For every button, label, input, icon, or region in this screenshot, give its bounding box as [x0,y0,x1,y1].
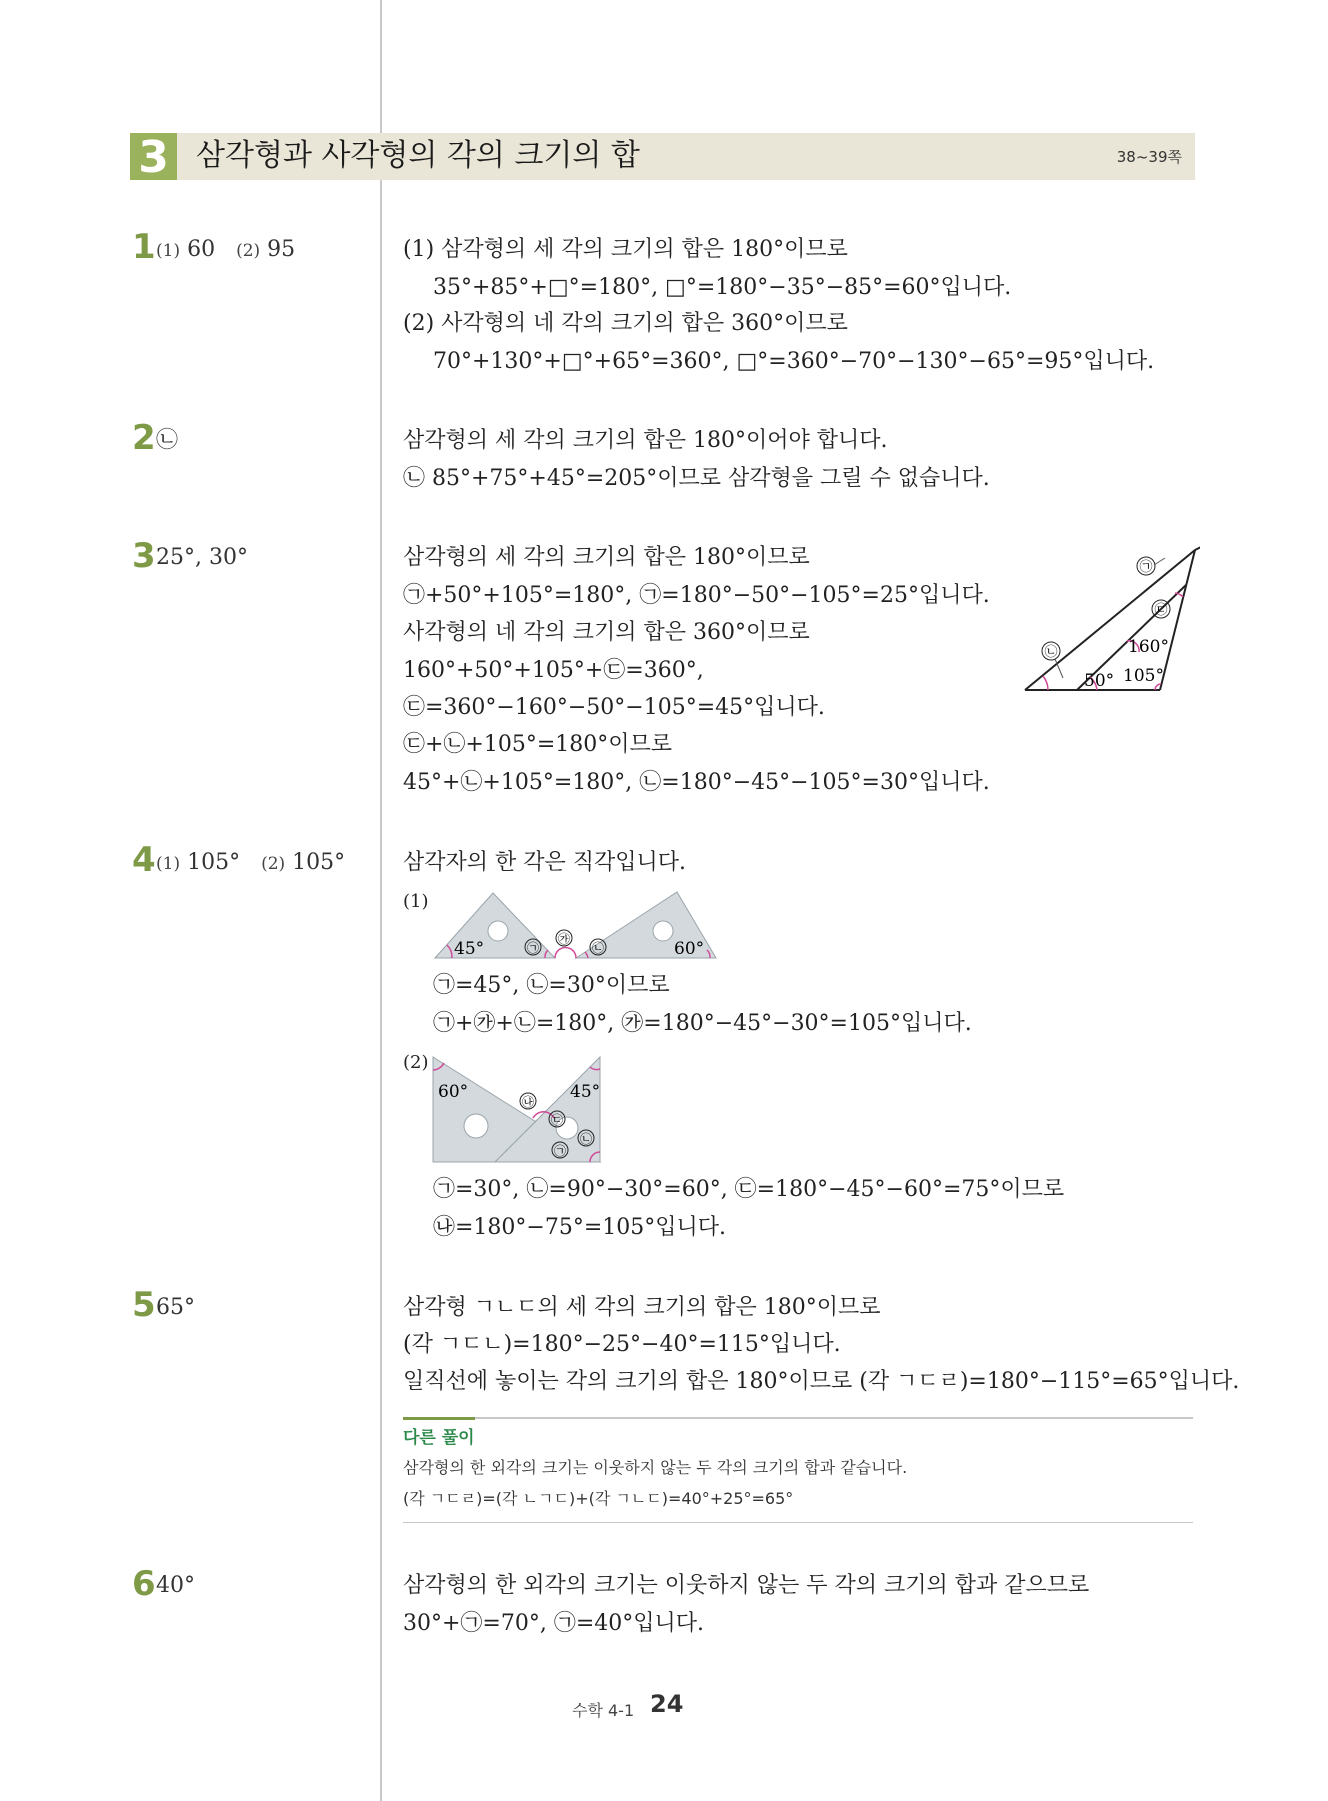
footer-subject: 수학 4-1 [572,1701,635,1720]
solution-line: ㉡ 85°+75°+45°=205°이므로 삼각형을 그릴 수 없습니다. [403,466,990,491]
question-number-4: 4 [132,840,156,880]
q3-triangle-figure [1015,545,1200,697]
fig-label: ㉡ [579,1132,593,1146]
angle-label: 60° [438,1082,469,1102]
solution-line: (각 ㄱㄷㄴ)=180°−25°−40°=115°입니다. [403,1332,841,1357]
alt-solution-title: 다른 풀이 [403,1428,475,1448]
part-label: (2) [403,1052,429,1073]
alt-solution-line: 삼각형의 한 외각의 크기는 이웃하지 않는 두 각의 크기의 합과 같습니다. [403,1458,908,1477]
fig-label: ㉡ [591,941,605,955]
solution-line: 70°+130°+□°+65°=360°, □°=360°−70°−130°−65°=95°입니다. [433,349,1155,374]
solution-line: ㉠+50°+105°=180°, ㉠=180°−50°−105°=25°입니다. [403,583,990,608]
solution-line: 35°+85°+□°=180°, □°=180°−35°−85°=60°입니다. [433,275,1012,300]
q4-part1-figure [430,888,720,960]
angle-label: 160° [1128,637,1169,657]
question-number-3: 3 [132,536,156,576]
solution-line: 삼각자의 한 각은 직각입니다. [403,850,686,875]
question-number-6: 6 [132,1564,156,1604]
solution-line: 일직선에 놓이는 각의 크기의 합은 180°이므로 (각 ㄱㄷㄹ)=180°−115°=65°입니다. [403,1369,1240,1394]
section-number: 3 [130,133,177,180]
fig-label: ㉢ [550,1113,564,1127]
angle-label: 45° [454,939,485,959]
angle-label: 45° [570,1082,601,1102]
fig-label: ㉠ [553,1144,567,1158]
alt-solution-divider [403,1417,1193,1419]
solution-line: (2) 사각형의 네 각의 크기의 합은 360°이므로 [403,311,848,336]
section-title: 삼각형과 사각형의 각의 크기의 합 [196,138,640,173]
answer-2: ㉡ [156,428,179,453]
answer-1: (1) 60 (2) 95 [156,237,296,262]
answer-3: 25°, 30° [156,545,248,570]
angle-label: 105° [1123,666,1164,686]
page-number: 24 [650,1690,684,1718]
angle-label: 60° [674,939,705,959]
part-label: (1) [403,891,429,912]
question-number-2: 2 [132,418,156,458]
solution-line: 30°+㉠=70°, ㉠=40°입니다. [403,1611,705,1636]
fig-label: ㉡ [1044,645,1058,660]
solution-line: ㉢+㉡+105°=180°이므로 [403,732,673,757]
alt-solution-bottom-divider [403,1522,1193,1523]
question-number-5: 5 [132,1285,156,1325]
section-pages: 38~39쪽 [1116,148,1182,166]
solution-line: 삼각형 ㄱㄴㄷ의 세 각의 크기의 합은 180°이므로 [403,1295,881,1320]
angle-label: 50° [1084,671,1115,691]
q4-part2-figure [430,1052,605,1164]
fig-label: ㉠ [1139,560,1153,575]
alt-solution-line: (각 ㄱㄷㄹ)=(각 ㄴㄱㄷ)+(각 ㄱㄴㄷ)=40°+25°=65° [403,1489,794,1508]
answer-4: (1) 105° (2) 105° [156,850,346,875]
solution-line: 사각형의 네 각의 크기의 합은 360°이므로 [403,620,810,645]
solution-line: ㉢=360°−160°−50°−105°=45°입니다. [403,695,825,720]
solution-line: (1) 삼각형의 세 각의 크기의 합은 180°이므로 [403,237,848,262]
solution-line: 160°+50°+105°+㉢=360°, [403,658,704,683]
solution-line: 45°+㉡+105°=180°, ㉡=180°−45°−105°=30°입니다. [403,770,990,795]
solution-line: 삼각형의 한 외각의 크기는 이웃하지 않는 두 각의 크기의 합과 같으므로 [403,1573,1090,1598]
column-divider [380,0,382,1801]
alt-solution-tab [403,1417,475,1420]
solution-line: ㉠=45°, ㉡=30°이므로 [433,973,670,998]
question-number-1: 1 [132,227,156,267]
solution-line: ㉠+㉮+㉡=180°, ㉮=180°−45°−30°=105°입니다. [433,1011,972,1036]
fig-label: ㉢ [1154,603,1168,618]
fig-label: ㉮ [557,932,571,946]
solution-line: ㉠=30°, ㉡=90°−30°=60°, ㉢=180°−45°−60°=75°이므로 [433,1177,1065,1202]
solution-line: 삼각형의 세 각의 크기의 합은 180°이므로 [403,545,810,570]
fig-label: ㉠ [526,941,540,955]
solution-line: 삼각형의 세 각의 크기의 합은 180°이어야 합니다. [403,428,888,453]
answer-6: 40° [156,1573,195,1598]
fig-label: ㉯ [521,1095,535,1109]
answer-5: 65° [156,1295,195,1320]
solution-line: ㉯=180°−75°=105°입니다. [433,1215,727,1240]
